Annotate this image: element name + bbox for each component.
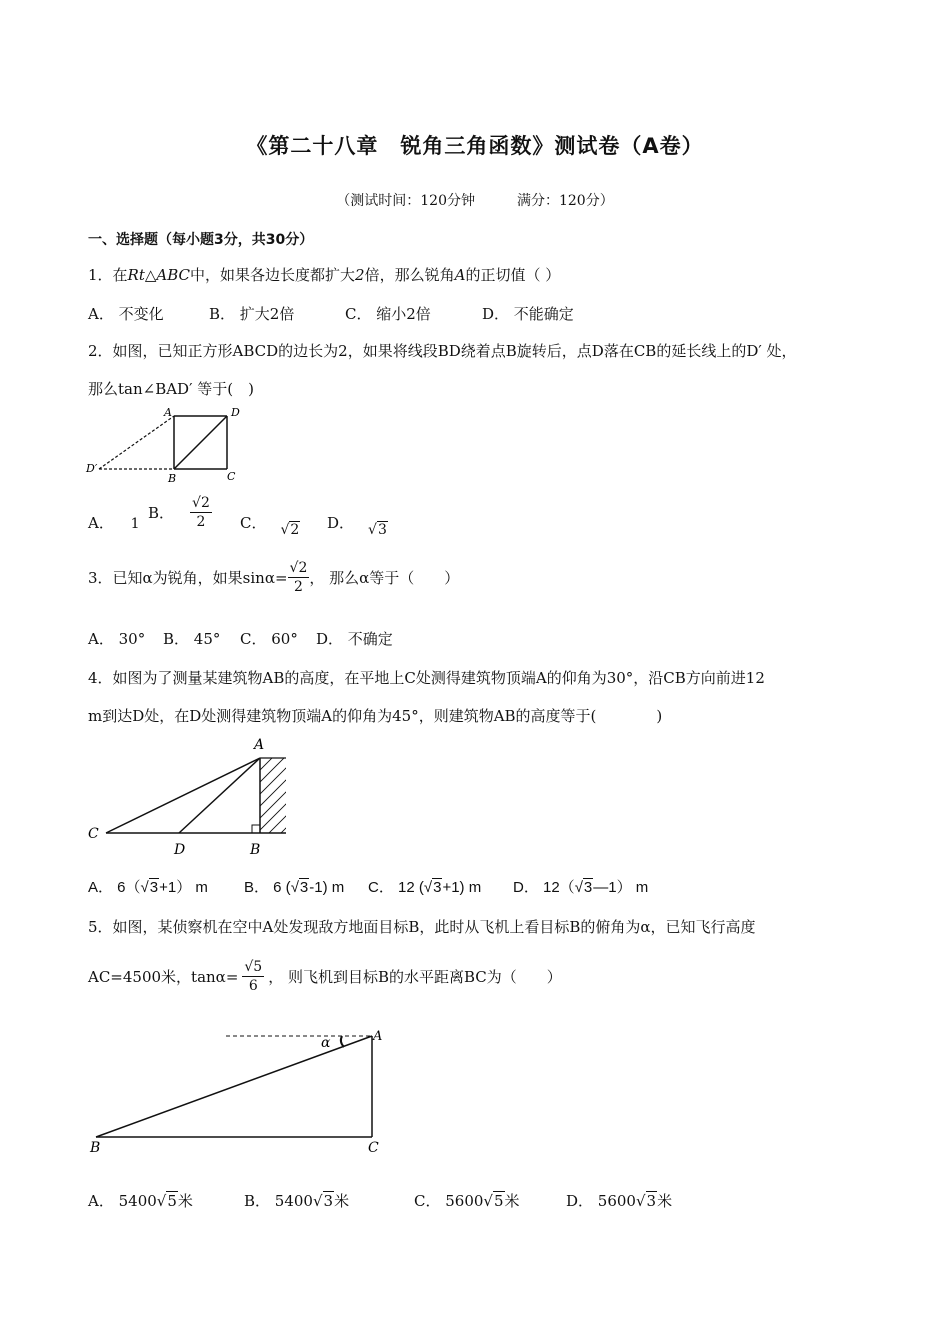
test-info: （测试时间：120分钟 满分：120分） bbox=[336, 193, 614, 209]
question-3: 3．已知α为锐角，如果sinα= $\frac{√2}{2}$ ， 那么α等于（ ） bbox=[88, 560, 460, 595]
q1-option-d: D． 不能确定 bbox=[482, 305, 574, 323]
q2-label-a: A bbox=[164, 406, 172, 419]
q2-option-b: B． $\frac{√2}{2}$ bbox=[148, 495, 210, 530]
q5-label-c: C bbox=[368, 1140, 379, 1156]
q5-label-a: A bbox=[373, 1029, 383, 1044]
q4-option-c: C． 12 (√3+1) m bbox=[368, 879, 482, 896]
q1-post: 的正切值（ ） bbox=[465, 266, 561, 284]
q1-math: Rt△ABC bbox=[127, 266, 191, 284]
q1-option-c: C． 缩小2倍 bbox=[345, 305, 431, 323]
q1-var: A bbox=[454, 266, 466, 284]
q3-option-c: C． 60° bbox=[240, 630, 298, 648]
q3-option-a: A． 30° bbox=[88, 630, 146, 648]
q1-mid: 中，如果各边长度都扩大 bbox=[190, 266, 356, 284]
q1-option-b: B． 扩大2倍 bbox=[209, 305, 295, 323]
q5-label-alpha: α bbox=[321, 1035, 331, 1051]
q4-label-b: B bbox=[250, 842, 261, 858]
q2-label-c: C bbox=[227, 470, 236, 483]
q1-mid2: 倍，那么锐角 bbox=[364, 266, 455, 284]
q3-option-d: D． 不确定 bbox=[316, 630, 393, 648]
q5-figure bbox=[84, 1022, 394, 1162]
q4-figure bbox=[84, 730, 294, 858]
q2-option-d: D． √3 bbox=[327, 514, 387, 538]
q5-option-b: B． 5400√3米 bbox=[244, 1192, 350, 1210]
question-5-line1: 5．如图，某侦察机在空中A处发现敌方地面目标B，此时从飞机上看目标B的俯角为α，已知飞行高度 bbox=[88, 918, 756, 936]
q5-option-c: C． 5600√5米 bbox=[414, 1192, 520, 1210]
q1-num: 2 bbox=[355, 266, 365, 284]
q2-label-b: B bbox=[168, 472, 177, 484]
question-1 bbox=[88, 264, 560, 285]
q2-figure bbox=[84, 404, 254, 484]
section-heading: 一、选择题（每小题3分，共30分） bbox=[88, 232, 314, 248]
q5-option-a: A． 5400√5米 bbox=[88, 1192, 193, 1210]
q3-option-b: B． 45° bbox=[163, 630, 221, 648]
q2-option-a: A． 1 bbox=[88, 514, 140, 532]
q5-option-d: D． 5600√3米 bbox=[566, 1192, 673, 1210]
q1-pre: 1．在 bbox=[88, 266, 128, 284]
q5-label-b: B bbox=[90, 1140, 101, 1156]
question-4-line1: 4．如图为了测量某建筑物AB的高度，在平地上C处测得建筑物顶端A的仰角为30°，沿CB方向前进12 bbox=[88, 669, 765, 687]
q4-option-d: D． 12（√3—1） m bbox=[513, 879, 649, 896]
question-2-line1: 2．如图，已知正方形ABCD的边长为2，如果将线段BD绕着点B旋转后，点D落在CB的延长线上的D′ 处， bbox=[88, 342, 797, 360]
q4-label-c: C bbox=[88, 826, 99, 842]
question-4-line2: m到达D处，在D处测得建筑物顶端A的仰角为45°，则建筑物AB的高度等于( ) bbox=[88, 707, 663, 725]
q4-option-b: B． 6 (√3-1) m bbox=[244, 879, 345, 896]
q2-label-dprime: D′ bbox=[86, 462, 98, 475]
q2-label-d: D bbox=[231, 406, 240, 419]
q1-option-a: A． 不变化 bbox=[88, 305, 164, 323]
q4-label-a: A bbox=[254, 737, 265, 753]
question-2-line2: 那么tan∠BAD′ 等于( ) bbox=[88, 380, 254, 398]
question-5-line2: AC=4500米，tanα= $\frac{√5}{6}$ ， 则飞机到目标B的水平距离BC为（ ） bbox=[88, 959, 562, 994]
q2-option-c: C． √2 bbox=[240, 514, 300, 538]
page-title: 《第二十八章 锐角三角函数》测试卷（A卷） bbox=[246, 134, 704, 158]
q4-label-d: D bbox=[174, 842, 186, 858]
q4-option-a: A． 6（√3+1） m bbox=[88, 879, 208, 896]
